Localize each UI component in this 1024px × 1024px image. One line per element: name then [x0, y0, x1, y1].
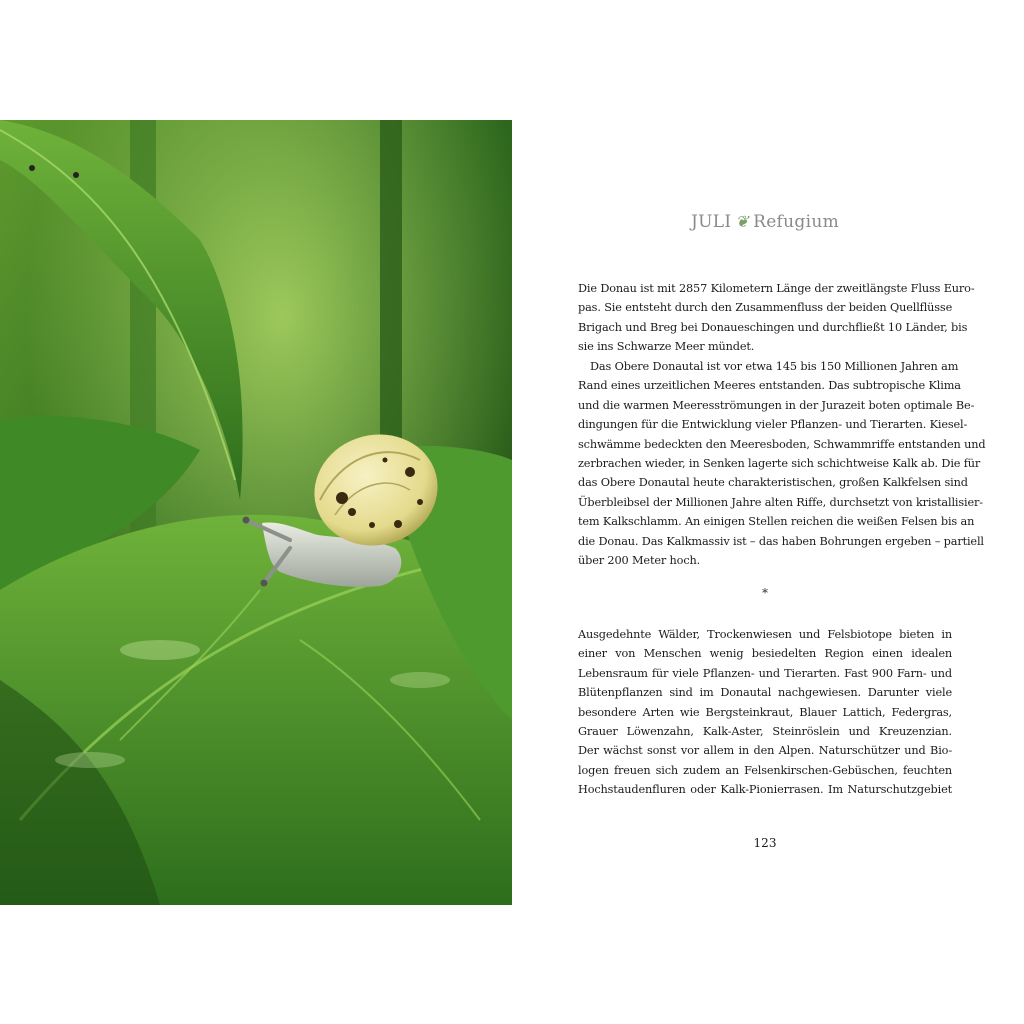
text-page	[578, 0, 986, 1024]
text-line: Der wächst sonst vor allem in den Alpen. Naturschützer und Bio-	[578, 744, 952, 758]
text-line: Grauer Löwenzahn, Kalk-Aster, Steinröslein und Kreuzenzian.	[578, 725, 952, 739]
snail-photo	[0, 120, 512, 905]
paragraph-1	[578, 279, 975, 357]
text-line: einer von Menschen wenig besiedelten Region einen idealen	[578, 647, 952, 661]
ornament-icon: ❦	[735, 212, 750, 231]
text-line: sie ins Schwarze Meer mündet.	[578, 340, 755, 354]
section-separator-star: *	[762, 586, 768, 600]
text-line: Die Donau ist mit 2857 Kilometern Länge der zweitlängste Fluss Euro-	[578, 282, 975, 295]
text-line: Ausgedehnte Wälder, Trockenwiesen und Felsbiotope bieten in	[578, 628, 952, 641]
text-line: dingungen für die Entwicklung vieler Pflanzen- und Tierarten. Kiesel-	[578, 418, 968, 432]
text-line: schwämme bedeckten den Meeresboden, Schwammriffe entstanden und	[578, 437, 986, 451]
text-line: über 200 Meter hoch.	[578, 554, 701, 568]
chapter-title: Refugium	[753, 212, 839, 232]
text-line: pas. Sie entsteht durch den Zusammenfluss der beiden Quellflüsse	[578, 301, 953, 315]
text-line: Rand eines urzeitlichen Meeres entstanden. Das subtropische Klima	[578, 379, 961, 393]
text-line: tem Kalkschlamm. An einigen Stellen reichen die weißen Felsen bis an	[578, 515, 975, 529]
text-line: besondere Arten wie Bergsteinkraut, Blauer Lattich, Federgras,	[578, 705, 952, 719]
paragraph-3	[578, 625, 952, 800]
text-line: das Obere Donautal heute charakteristischen, großen Kalkfelsen sind	[578, 476, 968, 490]
text-line: zerbrachen wieder, in Senken lagerte sich schichtweise Kalk ab. Die für	[578, 457, 981, 471]
paragraph-2	[578, 357, 986, 570]
text-line: und die warmen Meeresströmungen in der Jurazeit boten optimale Be-	[578, 398, 975, 412]
text-line: Blütenpflanzen sind im Donautal nachgewiesen. Darunter viele	[578, 686, 952, 700]
chapter-heading	[578, 212, 952, 232]
snail-on-leaf-illustration	[0, 120, 512, 905]
text-line: Brigach und Breg bei Donaueschingen und durchfließt 10 Länder, bis	[578, 320, 968, 334]
text-line: Überbleibsel der Millionen Jahre alten Riffe, durchsetzt von kristallisier-	[578, 495, 983, 509]
chapter-month: JULI	[691, 212, 732, 232]
text-line: die Donau. Das Kalkmassiv ist – das haben Bohrungen ergeben – partiell	[578, 534, 984, 548]
text-line: Das Obere Donautal ist vor etwa 145 bis 150 Millionen Jahren am	[590, 360, 959, 373]
text-line: Lebensraum für viele Pflanzen- und Tierarten. Fast 900 Farn- und	[578, 666, 952, 680]
page-number: 123	[753, 836, 777, 850]
text-line: logen freuen sich zudem an Felsenkirschen-Gebüschen, feuchten	[578, 763, 952, 777]
text-line: Hochstaudenfluren oder Kalk-Pionierrasen. Im Naturschutzgebiet	[578, 783, 952, 797]
